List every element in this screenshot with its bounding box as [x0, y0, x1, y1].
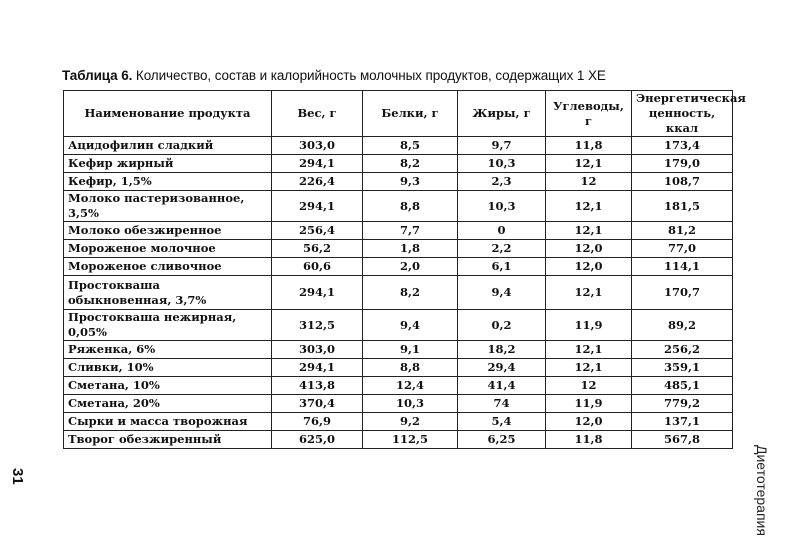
cell-fat: 6,25	[458, 431, 546, 449]
cell-product-name: Кефир, 1,5%	[64, 173, 272, 191]
cell-fat: 2,3	[458, 173, 546, 191]
page-number: 31	[9, 468, 26, 485]
table-caption-text: Количество, состав и калорийность молочных продуктов, содержащих 1 ХЕ	[132, 68, 606, 83]
cell-protein: 9,4	[363, 310, 458, 341]
dairy-products-table	[63, 90, 746, 449]
cell-carbs: 12,1	[546, 359, 632, 377]
table-caption-label: Таблица 6.	[62, 68, 133, 83]
cell-product-name: Кефир жирный	[64, 155, 272, 173]
table-row	[64, 173, 733, 191]
cell-product-name: Простокваша нежирная, 0,05%	[64, 310, 272, 341]
cell-fat: 9,7	[458, 137, 546, 155]
cell-product-name: Сырки и масса творожная	[64, 413, 272, 431]
column-header-carbs: Углеводы, г	[546, 91, 632, 137]
cell-fat: 29,4	[458, 359, 546, 377]
cell-protein: 1,8	[363, 240, 458, 258]
cell-fat: 5,4	[458, 413, 546, 431]
cell-energy: 779,2	[632, 395, 733, 413]
cell-carbs: 12	[546, 173, 632, 191]
cell-fat: 9,4	[458, 276, 546, 310]
table-row	[64, 310, 733, 341]
cell-product-name: Ацидофилин сладкий	[64, 137, 272, 155]
cell-carbs: 11,9	[546, 395, 632, 413]
cell-energy: 170,7	[632, 276, 733, 310]
section-side-label: Диетотерапия	[754, 445, 770, 536]
table-caption	[62, 68, 606, 83]
cell-fat: 74	[458, 395, 546, 413]
cell-fat: 0	[458, 222, 546, 240]
cell-weight: 226,4	[272, 173, 363, 191]
cell-fat: 10,3	[458, 191, 546, 222]
cell-protein: 112,5	[363, 431, 458, 449]
cell-weight: 294,1	[272, 276, 363, 310]
cell-protein: 8,8	[363, 191, 458, 222]
cell-carbs: 12,0	[546, 258, 632, 276]
cell-energy: 181,5	[632, 191, 733, 222]
cell-weight: 256,4	[272, 222, 363, 240]
cell-product-name: Сметана, 10%	[64, 377, 272, 395]
cell-carbs: 12,1	[546, 276, 632, 310]
column-header-name: Наименование продукта	[64, 91, 272, 137]
cell-carbs: 11,8	[546, 137, 632, 155]
cell-weight: 294,1	[272, 359, 363, 377]
table-row	[64, 431, 733, 449]
cell-fat: 6,1	[458, 258, 546, 276]
cell-energy: 89,2	[632, 310, 733, 341]
cell-energy: 359,1	[632, 359, 733, 377]
cell-weight: 370,4	[272, 395, 363, 413]
cell-energy: 567,8	[632, 431, 733, 449]
cell-weight: 294,1	[272, 155, 363, 173]
cell-product-name: Ряженка, 6%	[64, 341, 272, 359]
cell-carbs: 12,0	[546, 413, 632, 431]
cell-product-name: Молоко обезжиренное	[64, 222, 272, 240]
cell-protein: 8,8	[363, 359, 458, 377]
table-row	[64, 276, 733, 310]
cell-weight: 303,0	[272, 137, 363, 155]
cell-energy: 173,4	[632, 137, 733, 155]
cell-product-name: Мороженое молочное	[64, 240, 272, 258]
cell-protein: 10,3	[363, 395, 458, 413]
table-row	[64, 155, 733, 173]
cell-fat: 2,2	[458, 240, 546, 258]
cell-weight: 625,0	[272, 431, 363, 449]
cell-weight: 56,2	[272, 240, 363, 258]
cell-protein: 8,2	[363, 155, 458, 173]
cell-carbs: 12,1	[546, 155, 632, 173]
cell-protein: 8,2	[363, 276, 458, 310]
column-header-energy: Энергетическая ценность, ккал	[632, 91, 733, 137]
cell-fat: 0,2	[458, 310, 546, 341]
table-row	[64, 258, 733, 276]
cell-carbs: 12	[546, 377, 632, 395]
column-header-weight: Вес, г	[272, 91, 363, 137]
cell-weight: 294,1	[272, 191, 363, 222]
column-header-fat: Жиры, г	[458, 91, 546, 137]
table-row	[64, 395, 733, 413]
cell-weight: 76,9	[272, 413, 363, 431]
cell-energy: 81,2	[632, 222, 733, 240]
cell-energy: 256,2	[632, 341, 733, 359]
cell-protein: 9,3	[363, 173, 458, 191]
table-row	[64, 359, 733, 377]
cell-product-name: Мороженое сливочное	[64, 258, 272, 276]
cell-carbs: 11,9	[546, 310, 632, 341]
cell-energy: 77,0	[632, 240, 733, 258]
cell-protein: 12,4	[363, 377, 458, 395]
cell-carbs: 12,1	[546, 222, 632, 240]
cell-product-name: Творог обезжиренный	[64, 431, 272, 449]
cell-fat: 10,3	[458, 155, 546, 173]
table-row	[64, 413, 733, 431]
column-header-protein: Белки, г	[363, 91, 458, 137]
cell-product-name: Сметана, 20%	[64, 395, 272, 413]
cell-weight: 413,8	[272, 377, 363, 395]
cell-energy: 137,1	[632, 413, 733, 431]
cell-weight: 60,6	[272, 258, 363, 276]
table-row	[64, 191, 733, 222]
cell-carbs: 12,1	[546, 191, 632, 222]
cell-protein: 7,7	[363, 222, 458, 240]
cell-energy: 114,1	[632, 258, 733, 276]
cell-energy: 179,0	[632, 155, 733, 173]
cell-energy: 485,1	[632, 377, 733, 395]
cell-protein: 2,0	[363, 258, 458, 276]
table-row	[64, 137, 733, 155]
cell-product-name: Простокваша обыкновенная, 3,7%	[64, 276, 272, 310]
table-row	[64, 240, 733, 258]
cell-weight: 303,0	[272, 341, 363, 359]
cell-protein: 9,1	[363, 341, 458, 359]
table-row	[64, 222, 733, 240]
table-header-row	[64, 91, 733, 137]
cell-carbs: 12,0	[546, 240, 632, 258]
cell-fat: 41,4	[458, 377, 546, 395]
cell-protein: 8,5	[363, 137, 458, 155]
table-row	[64, 341, 733, 359]
table-row	[64, 377, 733, 395]
cell-weight: 312,5	[272, 310, 363, 341]
cell-energy: 108,7	[632, 173, 733, 191]
cell-carbs: 11,8	[546, 431, 632, 449]
cell-product-name: Молоко пастеризованное, 3,5%	[64, 191, 272, 222]
cell-protein: 9,2	[363, 413, 458, 431]
cell-fat: 18,2	[458, 341, 546, 359]
cell-product-name: Сливки, 10%	[64, 359, 272, 377]
cell-carbs: 12,1	[546, 341, 632, 359]
